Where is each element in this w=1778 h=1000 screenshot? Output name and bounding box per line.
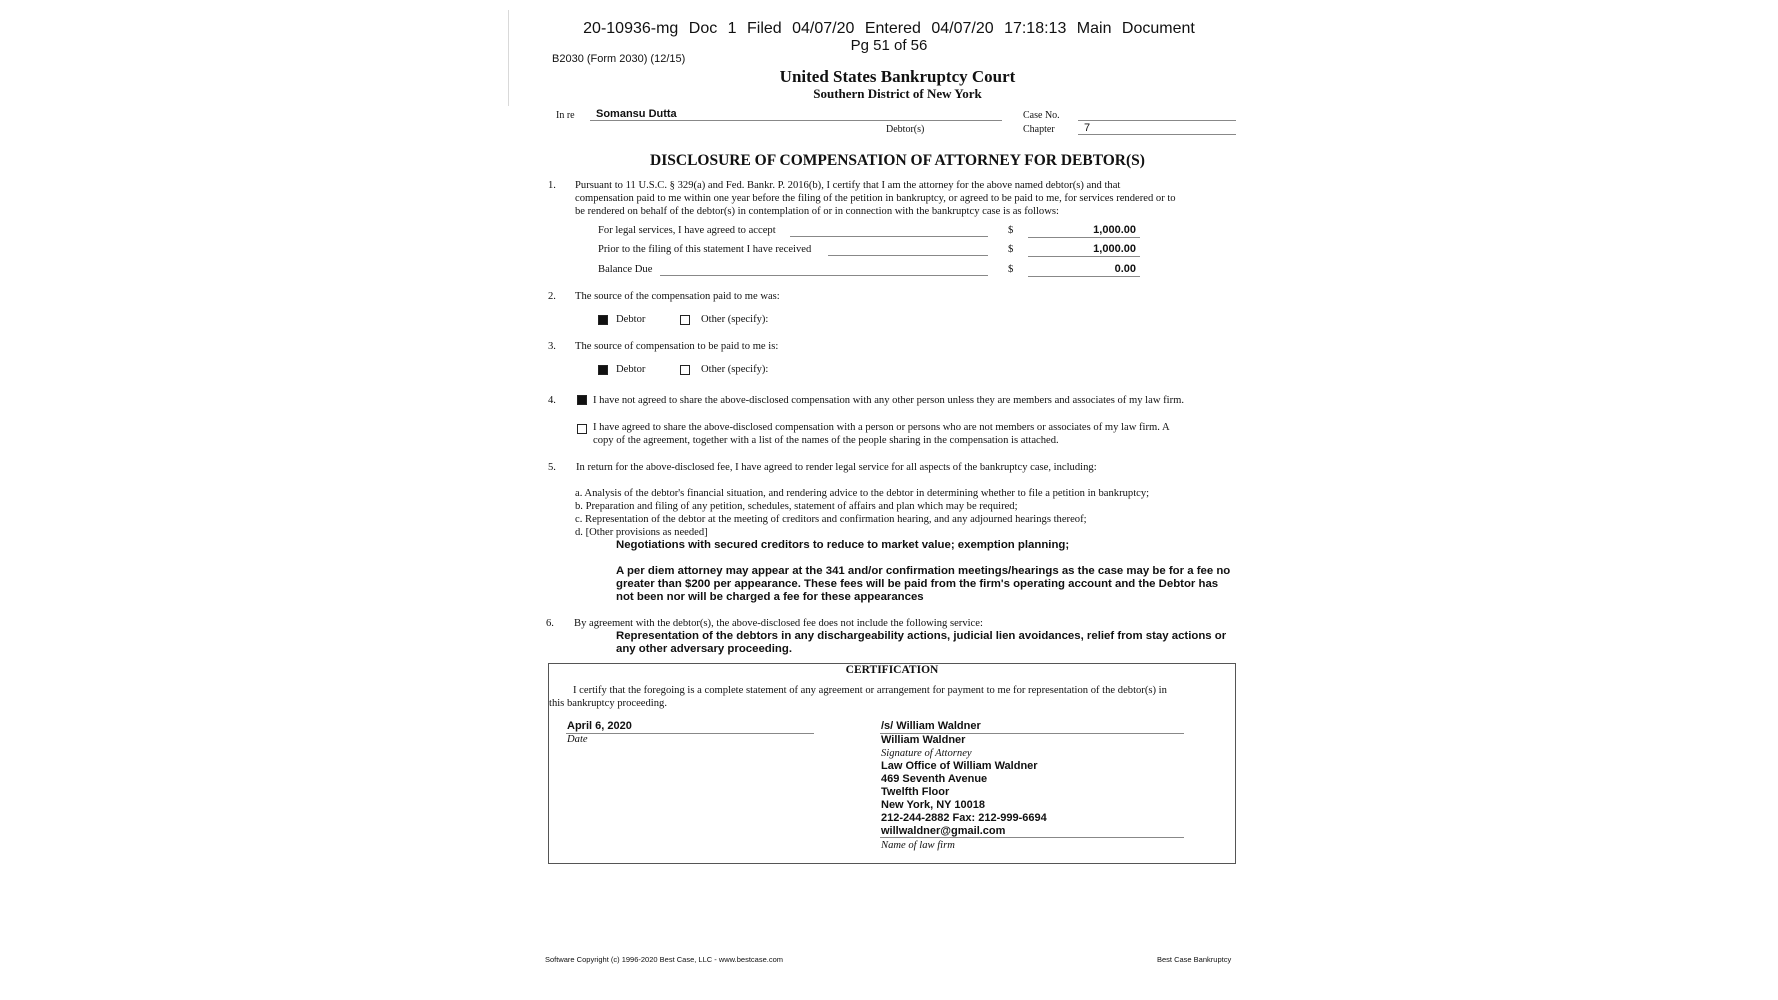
address-line-1: 469 Seventh Avenue xyxy=(881,773,988,785)
address-line-3: New York, NY 10018 xyxy=(881,799,985,811)
attorney-email[interactable]: willwaldner@gmail.com xyxy=(881,825,1006,837)
item1-line2: compensation paid to me within one year before the filing of the petition in bankruptcy, or agreed to be paid to me, for services rendered or to xyxy=(575,193,1176,204)
item6-detail-2: any other adversary proceeding. xyxy=(616,643,792,655)
debtors-label: Debtor(s) xyxy=(886,124,925,135)
item2-other-label: Other (specify): xyxy=(701,314,769,325)
footer-copyright: Software Copyright (c) 1996-2020 Best Case, LLC - www.bestcase.com xyxy=(545,955,784,964)
item5-extra-negotiations: Negotiations with secured creditors to reduce to market value; exemption planning; xyxy=(616,539,1070,551)
address-line-2: Twelfth Floor xyxy=(881,786,950,798)
certification-text-2: this bankruptcy proceeding. xyxy=(549,698,667,709)
item5-extra-per-diem-2: greater than $200 per appearance. These fees will be paid from the firm's operating account and the Debtor has xyxy=(616,578,1219,590)
item2-debtor-label: Debtor xyxy=(616,314,646,325)
fee-agreed-currency: $ xyxy=(1008,225,1014,236)
item4-shared-checkbox[interactable] xyxy=(577,424,587,434)
debtor-name: Somansu Dutta xyxy=(596,108,677,120)
fee-agreed-label: For legal services, I have agreed to accept xyxy=(598,225,776,236)
page-number: Pg 51 of 56 xyxy=(850,37,928,54)
item4-shared-line1: I have agreed to share the above-disclosed compensation with a person or persons who are not members or associates of my law firm. A xyxy=(593,422,1170,433)
item6-detail-1: Representation of the debtors in any dischargeability actions, judicial lien avoidances, relief from stay actions or xyxy=(616,630,1227,642)
item5-extra-per-diem-1: A per diem attorney may appear at the 341 and/or confirmation meetings/hearings as the case may be for a fee no xyxy=(616,565,1231,577)
item5-d: d. [Other provisions as needed] xyxy=(575,527,708,538)
firm-label: Name of law firm xyxy=(881,840,955,851)
fee-received-dots xyxy=(828,243,988,256)
balance-due-label: Balance Due xyxy=(598,264,653,275)
in-re-label: In re xyxy=(556,110,575,121)
item2-debtor-checkbox[interactable] xyxy=(598,315,608,325)
filing-header: 20-10936-mg Doc 1 Filed 04/07/20 Entered 04/07/20 17:18:13 Main Document xyxy=(583,20,1195,37)
chapter-line xyxy=(1078,122,1236,135)
attorney-name: William Waldner xyxy=(881,734,966,746)
item5-b: b. Preparation and filing of any petition, schedules, statement of affairs and plan which may be required; xyxy=(575,501,1018,512)
form-code: B2030 (Form 2030) (12/15) xyxy=(552,53,686,65)
item5-c: c. Representation of the debtor at the meeting of creditors and confirmation hearing, and any adjourned hearings thereof; xyxy=(575,514,1087,525)
signature-label: Signature of Attorney xyxy=(881,748,972,759)
chapter-value: 7 xyxy=(1084,122,1091,134)
item3-text: The source of compensation to be paid to me is: xyxy=(575,341,779,352)
balance-due-currency: $ xyxy=(1008,264,1014,275)
balance-due-amount: 0.00 xyxy=(1114,263,1136,275)
footer-brand: Best Case Bankruptcy xyxy=(1157,955,1232,964)
court-district: Southern District of New York xyxy=(813,86,982,101)
item1-line3: be rendered on behalf of the debtor(s) in contemplation of or in connection with the bankruptcy case is as follows: xyxy=(575,206,1059,217)
item3-debtor-checkbox[interactable] xyxy=(598,365,608,375)
law-firm-name: Law Office of William Waldner xyxy=(881,760,1038,772)
item5-number: 5. xyxy=(548,462,556,473)
phone-fax: 212-244-2882 Fax: 212-999-6694 xyxy=(881,812,1047,824)
item4-shared-line2: copy of the agreement, together with a list of the names of the people sharing in the compensation is attached. xyxy=(593,435,1059,446)
item5-a: a. Analysis of the debtor's financial situation, and rendering advice to the debtor in determining whether to file a petition in bankruptcy; xyxy=(575,488,1150,499)
item1-number: 1. xyxy=(548,180,556,191)
certification-title: CERTIFICATION xyxy=(845,664,939,676)
certification-date: April 6, 2020 xyxy=(567,720,632,732)
fee-received-currency: $ xyxy=(1008,244,1014,255)
fee-received-label: Prior to the filing of this statement I have received xyxy=(598,244,812,255)
item4-not-shared-text: I have not agreed to share the above-disclosed compensation with any other person unless they are members and associates of my law firm. xyxy=(593,395,1185,406)
item5-extra-per-diem-3: not been nor will be charged a fee for these appearances xyxy=(616,591,924,603)
item4-number: 4. xyxy=(548,395,556,406)
item1-line1: Pursuant to 11 U.S.C. § 329(a) and Fed. Bankr. P. 2016(b), I certify that I am the attorney for the above named debtor(s) and that xyxy=(575,180,1121,191)
case-no-label: Case No. xyxy=(1023,110,1060,121)
fee-received-amount: 1,000.00 xyxy=(1093,243,1136,255)
item3-other-checkbox[interactable] xyxy=(680,365,690,375)
item3-other-label: Other (specify): xyxy=(701,364,769,375)
case-no-line xyxy=(1078,108,1236,121)
item2-other-checkbox[interactable] xyxy=(680,315,690,325)
item2-number: 2. xyxy=(548,291,556,302)
item6-number: 6. xyxy=(546,618,554,629)
item3-debtor-label: Debtor xyxy=(616,364,646,375)
attorney-signature: /s/ William Waldner xyxy=(881,720,981,732)
chapter-label: Chapter xyxy=(1023,124,1055,135)
item3-number: 3. xyxy=(548,341,556,352)
date-label: Date xyxy=(567,734,588,745)
document-heading: DISCLOSURE OF COMPENSATION OF ATTORNEY FOR DEBTOR(S) xyxy=(650,152,1145,169)
item5-text: In return for the above-disclosed fee, I have agreed to render legal service for all aspects of the bankruptcy case, including: xyxy=(576,462,1097,473)
fee-agreed-amount: 1,000.00 xyxy=(1093,224,1136,236)
item6-text: By agreement with the debtor(s), the above-disclosed fee does not include the following service: xyxy=(574,618,983,629)
court-title: United States Bankruptcy Court xyxy=(779,67,1016,86)
fee-agreed-dots xyxy=(790,224,988,237)
certification-text-1: I certify that the foregoing is a complete statement of any agreement or arrangement for payment to me for representation of the debtor(s) in xyxy=(573,685,1167,696)
item2-text: The source of the compensation paid to me was: xyxy=(575,291,780,302)
balance-due-dots xyxy=(660,263,988,276)
item4-not-shared-checkbox[interactable] xyxy=(577,395,587,405)
